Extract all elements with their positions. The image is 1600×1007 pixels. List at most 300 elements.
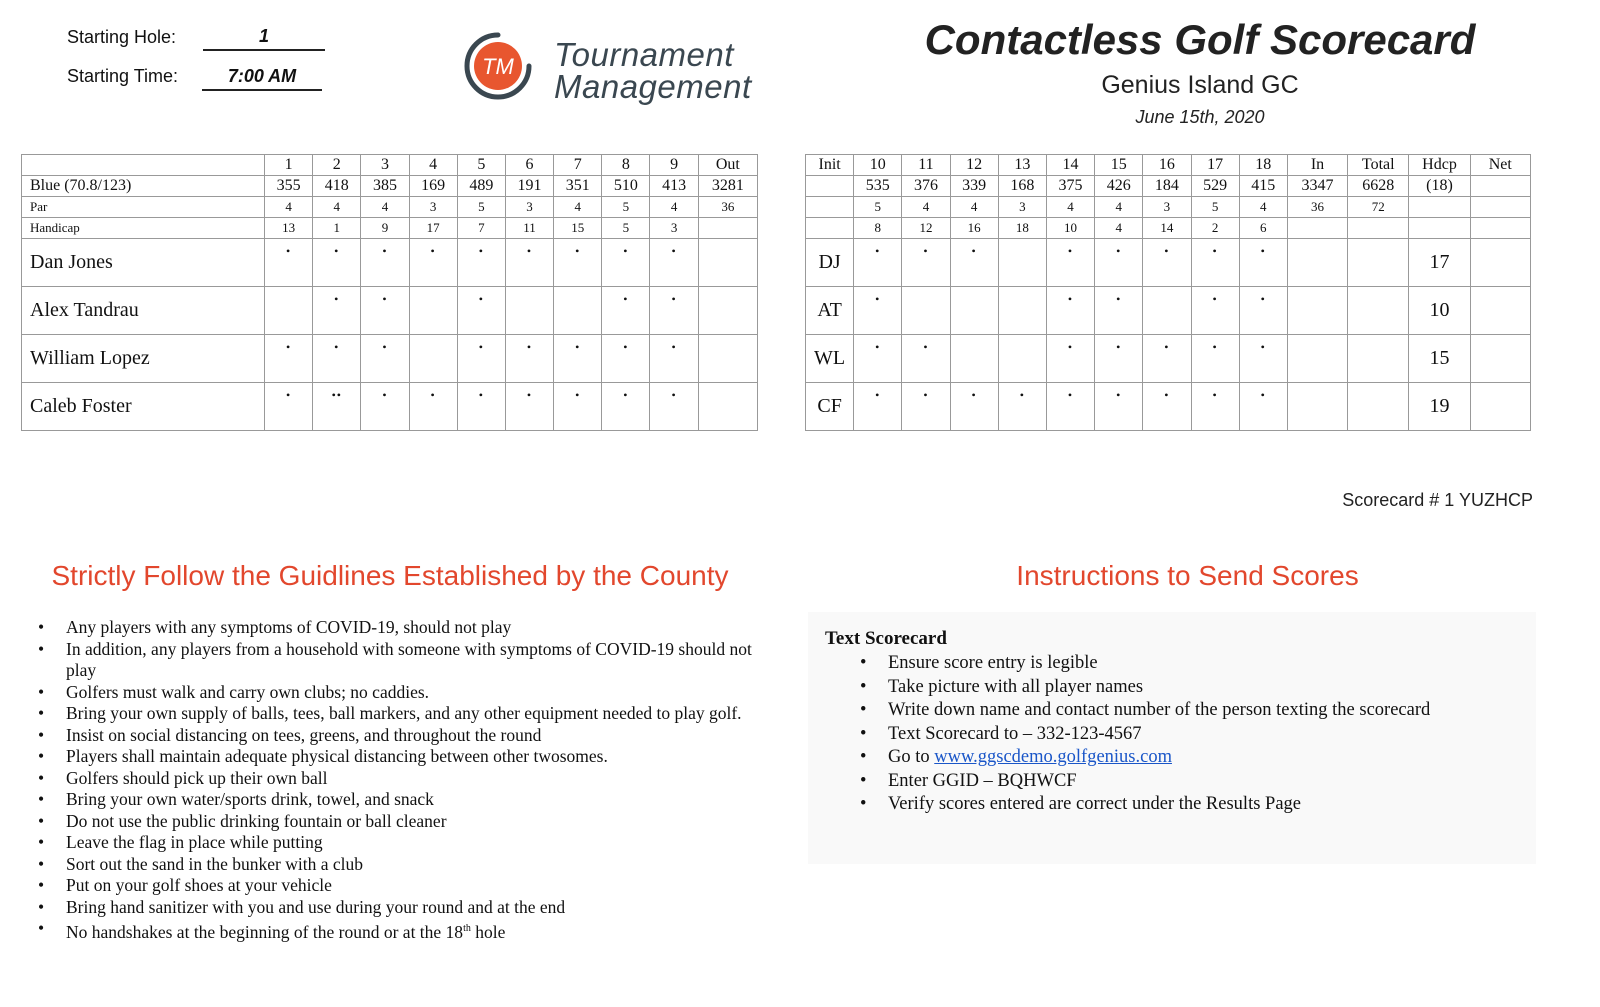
in-score-cell [1287,287,1347,335]
yardage-cell: 355 [264,176,312,197]
par-cell: 4 [1239,197,1287,218]
player-row [806,383,1531,431]
score-cell [1046,239,1094,287]
instruction-item: • Ensure score entry is legible [888,652,1430,676]
in-score-cell [1287,383,1347,431]
hole-number: 11 [902,155,950,176]
instruction-item: • Take picture with all player names [888,676,1430,700]
score-cell [1143,335,1191,383]
score-cell [1191,383,1239,431]
hole-number: 1 [264,155,312,176]
in-par: 36 [1287,197,1347,218]
stroke-dots: • [1212,340,1218,354]
rule-item: • Leave the flag in place while putting [66,832,776,854]
player-name: Dan Jones [22,239,265,287]
starting-time-label: Starting Time: [67,66,179,86]
player-initials: AT [806,287,854,335]
player-hdcp: 19 [1409,383,1470,431]
stroke-dots: • [923,340,929,354]
par-cell: 4 [650,197,698,218]
score-cell [409,287,457,335]
yardage-cell: 376 [902,176,950,197]
player-name: Caleb Foster [22,383,265,431]
yardage-row [806,176,1531,197]
handicap-row [806,218,1531,239]
score-cell [602,383,650,431]
hdcp-blank [1409,218,1470,239]
net-blank [1470,197,1530,218]
yardage-cell: 418 [313,176,361,197]
stroke-dots: • [1260,292,1266,306]
score-cell [409,335,457,383]
total-blank [1348,218,1409,239]
yardage-cell: 413 [650,176,698,197]
out-handicap [698,218,757,239]
player-row [806,287,1531,335]
score-cell [1239,383,1287,431]
handicap-cell: 7 [457,218,505,239]
total-score-cell [1348,335,1409,383]
stroke-dots: • [623,292,629,306]
player-row [22,335,758,383]
stroke-dots: • [334,292,340,306]
back-nine-scorecard-table [805,154,1531,431]
score-cell [264,287,312,335]
hole-number: 16 [1143,155,1191,176]
score-cell [998,239,1046,287]
rule-item: • Put on your golf shoes at your vehicle [66,875,776,897]
in-label: In [1287,155,1347,176]
score-cell [457,287,505,335]
rule-item: • Golfers should pick up their own ball [66,768,776,790]
hole-number: 2 [313,155,361,176]
handicap-cell: 17 [409,218,457,239]
score-cell [457,239,505,287]
par-row [22,197,758,218]
par-cell: 4 [902,197,950,218]
rule-item [66,918,776,943]
score-cell [361,287,409,335]
score-cell [1239,335,1287,383]
corner-cell [22,155,265,176]
stroke-dots: • [526,340,533,354]
yardage-cell: 415 [1239,176,1287,197]
stroke-dots: • [671,388,677,402]
par-label: Par [22,197,265,218]
par-cell: 5 [457,197,505,218]
par-cell: 4 [313,197,361,218]
handicap-cell: 15 [554,218,602,239]
player-row [806,335,1531,383]
tm-logo-icon [463,31,533,101]
stroke-dots: • [285,244,292,258]
hole-number: 3 [361,155,409,176]
hdcp-label: Hdcp [1409,155,1470,176]
score-cell [602,239,650,287]
stroke-dots: • [1067,244,1074,258]
score-cell [264,383,312,431]
stroke-dots: • [382,340,388,354]
out-score-cell [698,239,757,287]
total-score-cell [1348,239,1409,287]
score-cell [998,287,1046,335]
score-cell [1143,287,1191,335]
rule-item: • Bring hand sanitizer with you and use during your round and at the end [66,897,776,919]
stroke-dots: • [1116,292,1122,306]
score-cell [998,335,1046,383]
total-score-cell [1348,383,1409,431]
stroke-dots: • [575,388,581,402]
score-cell [313,239,361,287]
score-cell [602,335,650,383]
rule-item: • Bring your own supply of balls, tees, ball markers, and any other equipment needed to play golf. [66,703,776,725]
handicap-cell: 13 [264,218,312,239]
handicap-cell: 14 [1143,218,1191,239]
hole-number: 5 [457,155,505,176]
hole-number-row [806,155,1531,176]
init-label: Init [806,155,854,176]
score-cell [264,335,312,383]
score-cell [457,383,505,431]
total-label: Total [1348,155,1409,176]
rule-text: hole [470,921,506,942]
score-cell [1046,383,1094,431]
score-cell [1095,287,1143,335]
handicap-cell: 2 [1191,218,1239,239]
par-cell: 5 [854,197,902,218]
rule-text: No handshakes at the beginning of the round or at the 18 [66,921,464,942]
score-cell [1046,335,1094,383]
total-yardage: 6628 [1348,176,1409,197]
score-cell [650,287,698,335]
stroke-dots: • [971,388,977,402]
website-link[interactable]: www.ggscdemo.golfgenius.com [934,747,1172,767]
rule-item: • Golfers must walk and carry own clubs; no caddies. [66,682,776,704]
instruction-item: • Write down name and contact number of the person texting the scorecard [888,699,1430,723]
player-initials: DJ [806,239,854,287]
net-score-cell [1470,335,1530,383]
handicap-cell: 1 [313,218,361,239]
stroke-dots: • [923,244,929,258]
hdcp-value: (18) [1409,176,1470,197]
score-cell [505,383,553,431]
yardage-cell: 529 [1191,176,1239,197]
stroke-dots: • [923,388,929,402]
score-cell [1095,239,1143,287]
stroke-dots: • [382,388,388,402]
stroke-dots: • [875,244,881,258]
rule-item: • In addition, any players from a household with someone with symptoms of COVID-19 should not play [66,639,776,682]
total-score-cell [1348,287,1409,335]
stroke-dots: • [1067,340,1074,354]
out-score-cell [698,383,757,431]
player-hdcp: 10 [1409,287,1470,335]
stroke-dots: • [671,340,677,354]
score-cell [1191,239,1239,287]
hole-number: 18 [1239,155,1287,176]
starting-hole-label: Starting Hole: [67,27,177,47]
player-name: William Lopez [22,335,265,383]
stroke-dots: • [1212,292,1218,306]
player-initials: WL [806,335,854,383]
stroke-dots: • [875,340,881,354]
stroke-dots: • [334,340,340,354]
net-blank [1470,176,1530,197]
stroke-dots: • [1019,388,1025,402]
stroke-dots: • [526,244,533,258]
yardage-cell: 385 [361,176,409,197]
logo-badge-text: TM [482,54,514,79]
stroke-dots: • [1260,244,1266,258]
stroke-dots: • [526,388,533,402]
stroke-dots: • [575,244,581,258]
init-blank [806,176,854,197]
stroke-dots: • [671,244,677,258]
rule-item: • Any players with any symptoms of COVID-19, should not play [66,617,776,639]
hole-number: 9 [650,155,698,176]
score-cell [313,383,361,431]
hole-number-row [22,155,758,176]
score-cell [554,239,602,287]
score-cell [902,335,950,383]
out-score-cell [698,287,757,335]
score-cell [264,239,312,287]
hole-number: 4 [409,155,457,176]
in-yardage: 3347 [1287,176,1347,197]
score-cell [854,239,902,287]
stroke-dots: • [478,244,484,258]
score-cell [409,239,457,287]
stroke-dots: • [285,388,292,402]
page-title: Contactless Golf Scorecard [924,16,1476,63]
hole-number: 13 [998,155,1046,176]
yardage-cell: 375 [1046,176,1094,197]
handicap-cell: 3 [650,218,698,239]
in-score-cell [1287,239,1347,287]
par-cell: 4 [1095,197,1143,218]
score-cell [554,335,602,383]
handicap-cell: 10 [1046,218,1094,239]
logo-line-1: Tournament [554,36,734,73]
net-score-cell [1470,239,1530,287]
starting-time-value: 7:00 AM [202,65,322,91]
stroke-dots: • [430,244,436,258]
stroke-dots: • [334,244,340,258]
handicap-row [22,218,758,239]
stroke-dots: • [382,244,388,258]
instruction-item: • Text Scorecard to – 332-123-4567 [888,723,1430,747]
yardage-cell: 184 [1143,176,1191,197]
score-cell [950,287,998,335]
handicap-cell: 12 [902,218,950,239]
yardage-cell: 351 [554,176,602,197]
score-cell [902,383,950,431]
par-cell: 3 [505,197,553,218]
player-row [22,239,758,287]
stroke-dots: • [1164,388,1170,402]
handicap-cell: 18 [998,218,1046,239]
score-cell [650,239,698,287]
yardage-cell: 535 [854,176,902,197]
par-cell: 4 [554,197,602,218]
score-cell [505,287,553,335]
score-cell [505,239,553,287]
stroke-dots: • [1260,340,1266,354]
stroke-dots: • [623,388,629,402]
score-cell [361,239,409,287]
handicap-cell: 6 [1239,218,1287,239]
score-cell [361,383,409,431]
handicap-cell: 16 [950,218,998,239]
stroke-dots: • [1116,244,1122,258]
hole-number: 17 [1191,155,1239,176]
hole-number: 14 [1046,155,1094,176]
score-cell [1239,287,1287,335]
in-blank [1287,218,1347,239]
handicap-cell: 5 [602,218,650,239]
stroke-dots: • [671,292,677,306]
handicap-cell: 9 [361,218,409,239]
yardage-cell: 510 [602,176,650,197]
tee-label: Blue (70.8/123) [22,176,265,197]
par-cell: 4 [264,197,312,218]
hole-number: 7 [554,155,602,176]
goto-prefix: Go to [888,747,935,767]
yardage-row [22,176,758,197]
player-initials: CF [806,383,854,431]
rules-section-title: Strictly Follow the Guidlines Established by the County [51,560,729,591]
stroke-dots: • [875,388,881,402]
ordinal-suffix: th [463,923,471,934]
score-cell [998,383,1046,431]
score-cell [950,239,998,287]
par-cell: 3 [409,197,457,218]
net-blank [1470,218,1530,239]
score-cell [1239,239,1287,287]
score-cell [902,239,950,287]
yardage-cell: 489 [457,176,505,197]
player-hdcp: 15 [1409,335,1470,383]
score-cell [505,335,553,383]
score-cell [361,335,409,383]
score-cell [554,383,602,431]
logo-line-2: Management [554,68,752,105]
score-cell [950,383,998,431]
score-cell [602,287,650,335]
score-cell [1143,239,1191,287]
instruction-item: • Enter GGID – BQHWCF [888,770,1430,794]
score-cell [409,383,457,431]
stroke-dots: • [382,292,388,306]
starting-hole-value: 1 [203,25,325,51]
stroke-dots: • [1212,244,1218,258]
out-score-cell [698,335,757,383]
instruction-item [888,746,1430,770]
net-score-cell [1470,287,1530,335]
handicap-cell: 8 [854,218,902,239]
score-cell [1046,287,1094,335]
stroke-dots: • [285,340,292,354]
stroke-dots: • [1067,388,1074,402]
hole-number: 6 [505,155,553,176]
stroke-dots: • [1116,340,1122,354]
player-row [806,239,1531,287]
yardage-cell: 339 [950,176,998,197]
instructions-list [860,652,1430,817]
stroke-dots: • [478,292,484,306]
hole-number: 10 [854,155,902,176]
score-cell [457,335,505,383]
score-cell [854,287,902,335]
in-score-cell [1287,335,1347,383]
stroke-dots: • [430,388,436,402]
hdcp-blank [1409,197,1470,218]
out-par: 36 [698,197,757,218]
stroke-dots: • [875,292,881,306]
par-cell: 4 [1046,197,1094,218]
rules-list [36,617,776,943]
stroke-dots: • [1212,388,1218,402]
par-cell: 3 [998,197,1046,218]
event-date: June 15th, 2020 [1135,107,1265,127]
par-cell: 3 [1143,197,1191,218]
score-cell [313,335,361,383]
score-cell [854,335,902,383]
player-row [22,287,758,335]
yardage-cell: 169 [409,176,457,197]
stroke-dots: •• [331,388,342,402]
stroke-dots: • [478,388,484,402]
rule-item: • Bring your own water/sports drink, towel, and snack [66,789,776,811]
player-name: Alex Tandrau [22,287,265,335]
handicap-label: Handicap [22,218,265,239]
score-cell [1191,287,1239,335]
net-score-cell [1470,383,1530,431]
init-blank [806,218,854,239]
player-row [22,383,758,431]
instructions-heading: Text Scorecard [825,628,947,649]
par-cell: 4 [361,197,409,218]
hole-number: 15 [1095,155,1143,176]
out-yardage: 3281 [698,176,757,197]
yardage-cell: 168 [998,176,1046,197]
par-cell: 5 [602,197,650,218]
yardage-cell: 191 [505,176,553,197]
score-cell [650,383,698,431]
hole-number: 8 [602,155,650,176]
stroke-dots: • [623,244,629,258]
score-cell [313,287,361,335]
net-label: Net [1470,155,1530,176]
stroke-dots: • [1067,292,1074,306]
rule-item: • Insist on social distancing on tees, greens, and throughout the round [66,725,776,747]
score-cell [902,287,950,335]
score-cell [1095,335,1143,383]
par-cell: 5 [1191,197,1239,218]
stroke-dots: • [971,244,977,258]
score-cell [1191,335,1239,383]
rule-item: • Sort out the sand in the bunker with a club [66,854,776,876]
out-label: Out [698,155,757,176]
score-cell [950,335,998,383]
handicap-cell: 11 [505,218,553,239]
stroke-dots: • [1164,340,1170,354]
hole-number: 12 [950,155,998,176]
score-cell [554,287,602,335]
par-row [806,197,1531,218]
score-cell [1095,383,1143,431]
score-cell [1143,383,1191,431]
